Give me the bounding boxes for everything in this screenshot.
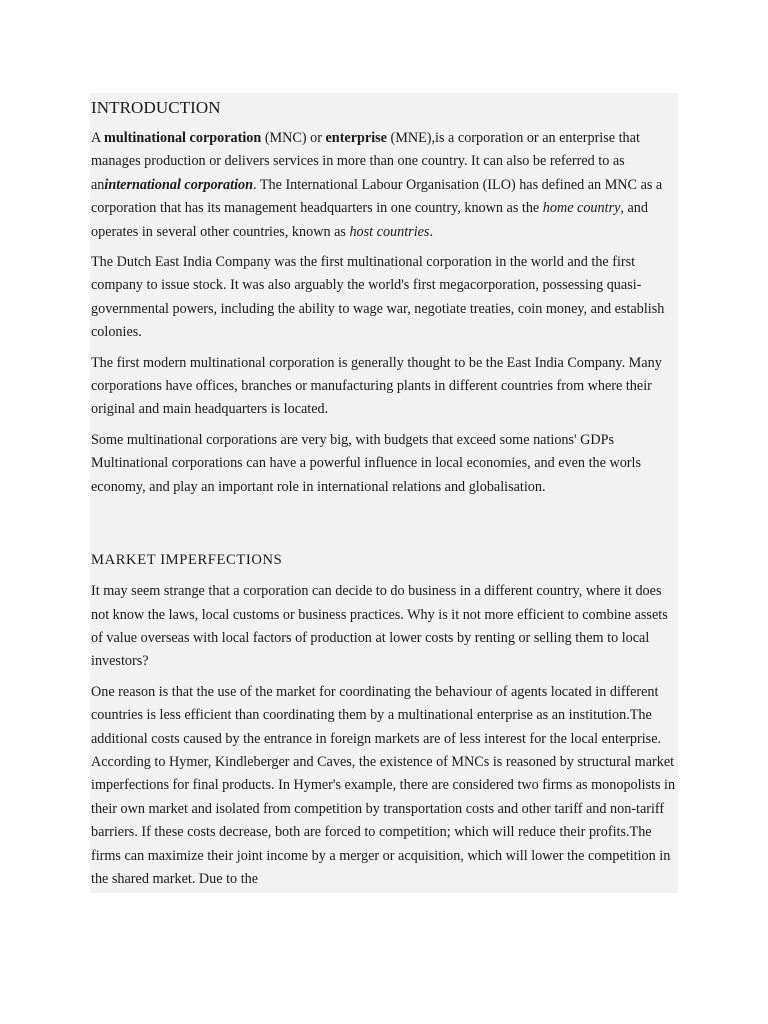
market-paragraph-1: It may seem strange that a corporation can decide to do business in a different country, where it does not know the laws, local customs or business practices. Why is it not more efficient to combine assets of value overseas with local factors of production at lower costs by renting or selling them to local investors? xyxy=(91,583,668,670)
text-run: , and operates in several other countries, known as xyxy=(91,200,648,240)
text-run: . The International Labour Organisation (ILO) has defined an MNC as a corporation that has its management headquarters in one country, known as the xyxy=(91,176,663,217)
intro-paragraph-3: The first modern multinational corporation is generally thought to be the East India Company. Many corporations have offices, branches or manufacturing plants in different countries from where their original and main headquarters is located. xyxy=(91,354,662,418)
market-paragraph-2: One reason is that the use of the market for coordinating the behaviour of agents located in different countries is less efficient than coordinating them by a multinational enterprise as an institution.The additional costs caused by the entrance in foreign markets are of less interest for the local enterprise. According to Hymer, Kindleberger and Caves, the existence of MNCs is reasoned by structural market imperfections for final products. In Hymer's example, there are considered two firms as monopolists in their own market and isolated from competition by transportation costs and other tariff and non-tariff barriers. If these costs decrease, both are forced to competition; which will reduce their profits.The firms can maximize their joint income by a merger or acquisition, which will lower the competition in the shared market. Due to the xyxy=(91,683,676,887)
text-run: (MNC) or xyxy=(261,130,326,146)
document-content xyxy=(90,96,678,891)
document-text-block xyxy=(90,93,678,893)
market-imperfections-heading: MARKET IMPERFECTIONS xyxy=(91,552,283,569)
term-enterprise: enterprise xyxy=(325,130,387,146)
intro-paragraph-1 xyxy=(91,127,678,244)
term-home-country: home country xyxy=(542,200,621,217)
term-international-corporation: international corporation xyxy=(104,176,254,193)
section-spacer xyxy=(91,506,678,548)
introduction-heading: INTRODUCTION xyxy=(91,98,221,117)
text-run: . xyxy=(429,223,433,240)
text-run: A xyxy=(91,130,105,146)
text-run: (MNE),is a corporation or an enterprise that manages production or delivers services in more than one country. It can also be referred to as an xyxy=(91,130,640,193)
intro-paragraph-2: The Dutch East India Company was the first multinational corporation in the world and the first company to issue stock. It was also arguably the world's first megacorporation, possessing quasi-governmental powers, including the ability to wage war, negotiate treaties, coin money, and establish colonies. xyxy=(91,254,665,341)
intro-paragraph-4: Some multinational corporations are very big, with budgets that exceed some nations' GDPs Multinational corporations can have a powerful influence in local economies, and even the worls economy, and play an important role in international relations and globalisation. xyxy=(91,431,641,495)
term-multinational-corporation: multinational corporation xyxy=(104,130,262,146)
term-host-countries: host countries xyxy=(349,223,430,240)
